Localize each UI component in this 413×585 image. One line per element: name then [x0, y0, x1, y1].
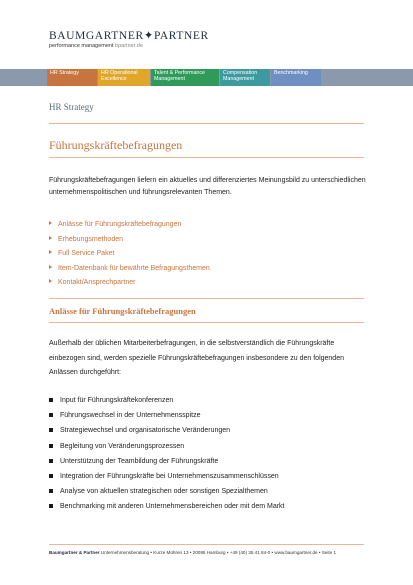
square-bullet-icon — [49, 428, 53, 432]
list-item — [49, 408, 285, 423]
page-title: Führungskräftebefragungen — [49, 138, 183, 152]
anchor-link[interactable] — [49, 276, 210, 291]
divider — [49, 157, 364, 158]
nav-tab-benchmarking[interactable] — [271, 69, 321, 86]
arrow-right-icon — [49, 250, 52, 254]
list-item-text: Unterstützung der Teambildung der Führungskräfte — [60, 457, 219, 465]
intro-paragraph: Führungskräftebefragungen liefern ein aktuelles und differenziertes Meinungsbild zu unterschiedlichen unternehmenspolitischen und führungsrelevanten Themen. — [49, 177, 366, 196]
divider — [49, 544, 364, 545]
square-bullet-icon — [49, 398, 53, 402]
company-logo[interactable] — [49, 30, 209, 49]
anchor-link[interactable] — [49, 262, 210, 277]
arrow-right-icon — [49, 236, 52, 240]
footer-details: Unternehmensberatung • Kurze Mühren 13 • 20095 Hamburg • +49 (40) 35 41 84-0 • www.baumgartner.de • Seite 1 — [100, 550, 337, 555]
anchor-link-label: Kontakt/Ansprechpartner — [58, 279, 136, 287]
nav-tab-hr-operational-excellence[interactable] — [98, 69, 150, 86]
body-paragraph: Außerhalb der üblichen Mitarbeiterbefragungen, in die selbstverständlich die Führungskräfte einbezogen sind, werden spezielle Führungskräftebefragungen insbesondere zu den folgenden Anlässen durchgeführt: — [49, 340, 344, 376]
nav-tab-hr-strategy[interactable] — [47, 69, 97, 86]
list-item — [49, 423, 285, 438]
arrow-right-icon — [49, 279, 52, 283]
anchor-link-label: Item-Datenbank für bewährte Befragungsthemen — [58, 264, 210, 272]
logo-tagline-bold: performance management — [49, 43, 114, 49]
divider — [49, 123, 364, 124]
square-bullet-icon — [49, 413, 53, 417]
list-item — [49, 469, 285, 484]
nav-tab-label: Benchmarking — [274, 70, 308, 76]
divider — [49, 298, 364, 299]
occasion-bullet-list — [49, 393, 285, 515]
list-item-text: Analyse von aktuellen strategischen oder sonstigen Spezialthemen — [60, 488, 268, 496]
arrow-right-icon — [49, 265, 52, 269]
logo-wordmark: BAUMGARTNER✦PARTNER — [49, 30, 209, 42]
logo-tagline-domain: bpartner.de — [115, 43, 143, 49]
anchor-link[interactable] — [49, 218, 210, 233]
anchor-link-label: Erhebungsmethoden — [58, 235, 123, 243]
nav-tab-compensation[interactable] — [220, 69, 270, 86]
square-bullet-icon — [49, 459, 53, 463]
list-item — [49, 499, 285, 514]
page-footer — [49, 550, 336, 555]
list-item-text: Benchmarking mit anderen Unternehmensbereichen oder mit dem Markt — [60, 503, 285, 511]
subsection-title: Anlässe für Führungskräftebefragungen — [49, 306, 196, 316]
square-bullet-icon — [49, 489, 53, 493]
anchor-link-label: Anlässe für Führungskräftebefragungen — [58, 221, 182, 228]
square-bullet-icon — [49, 444, 53, 448]
logo-tagline — [49, 43, 209, 49]
list-item-text: Integration der Führungskräfte bei Unternehmenszusammenschlüssen — [60, 473, 279, 481]
nav-tab-label: Talent & Performance Management — [154, 70, 205, 83]
section-label: HR Strategy — [49, 102, 94, 112]
nav-tab-talent-performance[interactable] — [151, 69, 219, 86]
list-item — [49, 393, 285, 408]
square-bullet-icon — [49, 474, 53, 478]
divider — [49, 322, 364, 323]
list-item-text: Input für Führungskräftekonferenzen — [60, 397, 174, 404]
list-item-text: Begleitung von Veränderungsprozessen — [60, 442, 185, 450]
nav-tab-label: Compensation Management — [223, 70, 258, 83]
list-item-text: Strategiewechsel und organisatorische Veränderungen — [60, 427, 231, 435]
list-item-text: Führungswechsel in der Unternehmensspitze — [60, 412, 201, 420]
list-item — [49, 439, 285, 454]
nav-tab-label: HR Operational Excellence — [101, 70, 138, 83]
anchor-link[interactable] — [49, 247, 210, 262]
footer-brand: Baumgartner & Partner — [49, 550, 100, 555]
nav-tab-label: HR Strategy — [50, 70, 79, 76]
anchor-link-list — [49, 218, 210, 291]
square-bullet-icon — [49, 504, 53, 508]
arrow-right-icon — [49, 221, 52, 225]
list-item — [49, 484, 285, 499]
anchor-link-label: Full Service Paket — [58, 250, 115, 258]
list-item — [49, 454, 285, 469]
anchor-link[interactable] — [49, 233, 210, 248]
